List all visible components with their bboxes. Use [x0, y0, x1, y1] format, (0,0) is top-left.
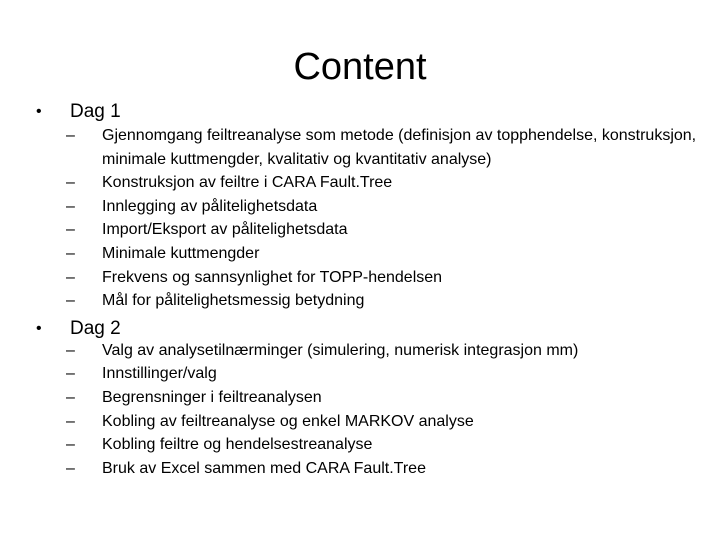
list-item [36, 124, 720, 171]
list-item [36, 171, 720, 195]
list-item [36, 410, 720, 434]
section-dag-1 [36, 98, 720, 313]
section-heading-text: Dag 2 [70, 317, 121, 339]
list-item-text: Kobling av feiltreanalyse og enkel MARKOV analyse [102, 412, 474, 430]
dash-icon: – [66, 388, 75, 406]
list-item [36, 218, 720, 242]
dash-icon: – [66, 365, 75, 383]
list-item [36, 266, 720, 290]
list-item [36, 242, 720, 266]
list-item-text: Minimale kuttmengder [102, 244, 260, 262]
dash-icon: – [66, 127, 75, 144]
list-item [36, 433, 720, 457]
list-item-text: Frekvens og sannsynlighet for TOPP-hendelsen [102, 268, 443, 286]
dash-icon: – [66, 341, 75, 359]
dash-icon: – [66, 412, 75, 430]
dash-icon: – [66, 244, 75, 262]
list-item [36, 289, 720, 313]
list-item [36, 362, 720, 386]
dash-icon: – [66, 292, 75, 310]
list-item-text: Begrensninger i feiltreanalysen [102, 388, 322, 406]
list-item-text: Mål for pålitelighetsmessig betydning [102, 292, 365, 310]
list-item [36, 339, 720, 363]
slide-content [36, 98, 720, 480]
list-item-text: Import/Eksport av pålitelighetsdata [102, 221, 348, 239]
section-dag-2 [36, 315, 720, 481]
dash-icon: – [66, 197, 75, 215]
dash-icon: – [66, 174, 75, 192]
slide-title: Content [293, 46, 427, 88]
list-item-text: Valg av analysetilnærminger (simulering, numerisk integrasjon mm) [102, 341, 579, 359]
dash-icon: – [66, 221, 75, 239]
list-item-text: Gjennomgang feiltreanalyse som metode (definisjon av topphendelse, konstruksjon, minimale kuttmengder, kvalitativ og kvantitativ analyse) [102, 127, 697, 168]
list-item-text: Kobling feiltre og hendelsestreanalyse [102, 436, 373, 454]
dash-icon: – [66, 436, 75, 454]
list-item-text: Innlegging av pålitelighetsdata [102, 197, 318, 215]
bullet-icon: • [36, 319, 42, 337]
list-item [36, 195, 720, 219]
sub-list [36, 339, 720, 481]
list-item [36, 386, 720, 410]
sub-list [36, 124, 720, 313]
dash-icon: – [66, 268, 75, 286]
bullet-icon: • [36, 103, 42, 120]
section-heading-text: Dag 1 [70, 101, 121, 122]
list-item-text: Innstillinger/valg [102, 365, 217, 383]
list-item-text: Bruk av Excel sammen med CARA Fault.Tree [102, 459, 426, 477]
list-item-text: Konstruksjon av feiltre i CARA Fault.Tree [102, 174, 393, 192]
dash-icon: – [66, 459, 75, 477]
section-heading [36, 98, 720, 126]
list-item [36, 457, 720, 481]
